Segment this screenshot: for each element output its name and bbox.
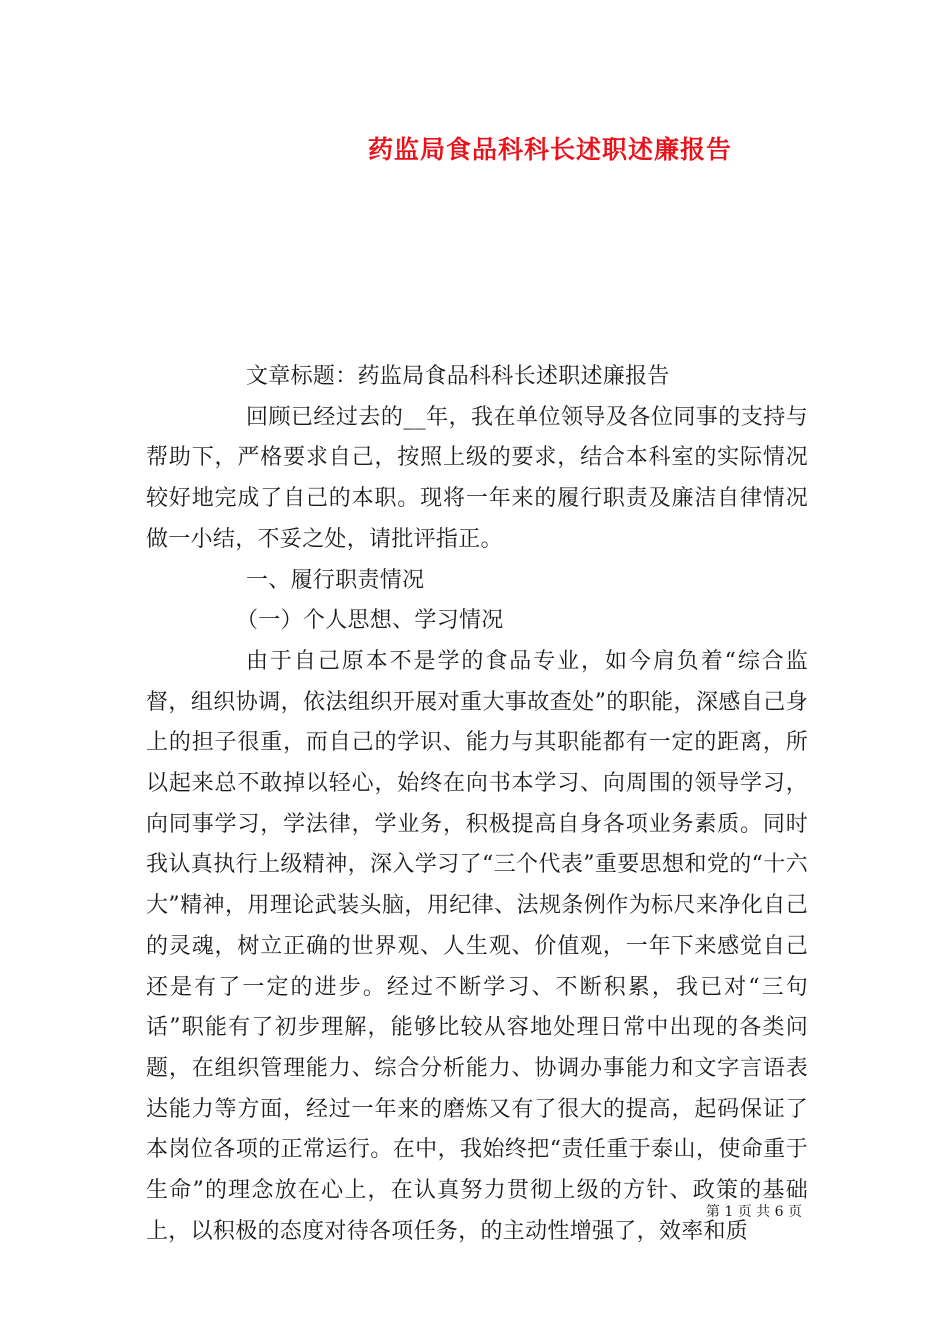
intro-paragraph: 回顾已经过去的__年，我在单位领导及各位同事的支持与帮助下，严格要求自己，按照上级的要求，结合本科室的实际情况较好地完成了自己的本职。现将一年来的履行职责及廉洁自律情况做一小结，不妥之处，请批评指正。	[146, 404, 808, 552]
document-title: 药监局食品科科长述职述廉报告	[367, 135, 732, 164]
body-paragraph: 由于自己原本不是学的食品专业，如今肩负着“综合监督，组织协调，依法组织开展对重大事故查处”的职能，深感自己身上的担子很重，而自己的学识、能力与其职能都有一定的距离，所以起来总不敢掉以轻心，始终在向书本学习、向周围的领导学习，向同事学习，学法律，学业务，积极提高自身各项业务素质。同时我认真执行上级精神，深入学习了“三个代表”重要思想和党的“十六大”精神，用理论武装头脑，用纪律、法规条例作为标尺来净化自己的灵魂，树立正确的世界观、人生观、价值观，一年下来感觉自己还是有了一定的进步。经过不断学习、不断积累，我已对“三句话”职能有了初步理解，能够比较从容地处理日常中出现的各类问题，在组织管理能力、综合分析能力、协调办事能力和文字言语表达能力等方面，经过一年来的磨炼又有了很大的提高，起码保证了本岗位各项的正常运行。在中，我始终把“责任重于泰山，使命重于生命”的理念放在心上，在认真努力贯彻上级的方针、政策的基础上，以积极的态度对待各项任务，的主动性增强了，效率和质	[146, 648, 808, 1244]
document-body	[146, 357, 808, 1252]
article-title-line: 文章标题：药监局食品科科长述职述廉报告	[246, 364, 670, 389]
page-number-footer: 第 1 页 共 6 页	[705, 1204, 802, 1220]
subsection-heading: （一）个人思想、学习情况	[236, 608, 504, 634]
section-heading: 一、履行职责情况	[246, 567, 425, 593]
